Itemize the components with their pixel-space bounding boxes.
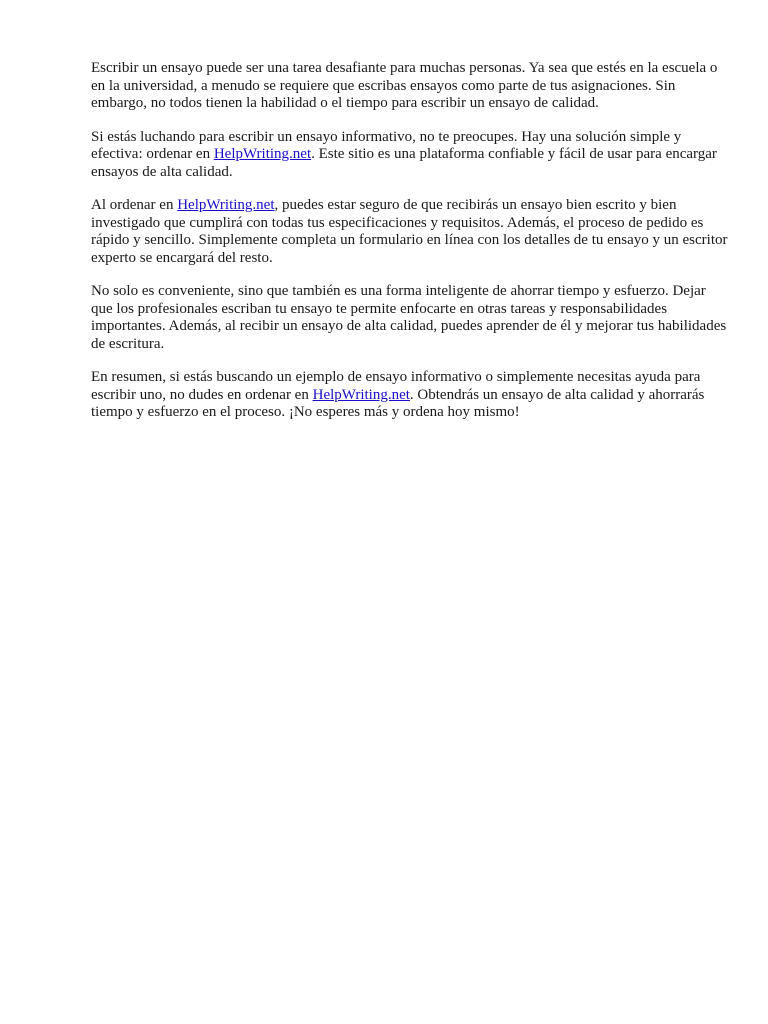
- helpwriting-link[interactable]: HelpWriting.net: [213, 146, 312, 162]
- paragraph-text: Si estás luchando para escribir un ensayo informativo, no te preocupes. Hay una solución simple y efectiva: ordenar en: [91, 128, 682, 162]
- helpwriting-link[interactable]: HelpWriting.net: [312, 386, 410, 403]
- paragraph-text: En resumen, si estás buscando un ejemplo de ensayo informativo o simplemente necesitas ayuda para escribir uno, no dudes en ordenar en: [91, 369, 701, 403]
- paragraph-solution: [91, 129, 731, 182]
- paragraph-summary: [91, 369, 731, 422]
- helpwriting-link[interactable]: HelpWriting.net: [177, 197, 275, 213]
- paragraph-text: . Obtendrás un ensayo de alta calidad y ahorrarás tiempo y esfuerzo en el proceso. ¡No esperes más y ordena hoy mismo!: [91, 386, 705, 420]
- paragraph-ordering: [91, 197, 731, 267]
- paragraph-text: Escribir un ensayo puede ser una tarea desafiante para muchas personas. Ya sea que estés en la escuela o en la universidad, a menudo se requiere que escribas ensayos como parte de tus asignaciones. Sin embargo, no todos tienen la habilidad o el tiempo para escribir un ensayo de calidad.: [91, 60, 718, 111]
- document-body: [91, 60, 731, 438]
- paragraph-intro: [91, 60, 731, 113]
- paragraph-benefits: [91, 283, 731, 353]
- paragraph-text: No solo es conveniente, sino que también es una forma inteligente de ahorrar tiempo y esfuerzo. Dejar que los profesionales escriban tu ensayo te permite enfocarte en otras tareas y responsabilidades importantes. Además, al recibir un ensayo de alta calidad, puedes aprender de él y mejorar tus habilidades de escritura.: [91, 283, 727, 352]
- paragraph-text: . Este sitio es una plataforma confiable y fácil de usar para encargar ensayos de alta calidad.: [91, 146, 717, 180]
- paragraph-text: , puedes estar seguro de que recibirás un ensayo bien escrito y bien investigado que cumplirá con todas tus especificaciones y requisitos. Además, el proceso de pedido es rápido y sencillo. Simplemente completa un formulario en línea con los detalles de tu ensayo y un escritor experto se encargará del resto.: [91, 197, 728, 266]
- paragraph-text: Al ordenar en: [91, 197, 178, 213]
